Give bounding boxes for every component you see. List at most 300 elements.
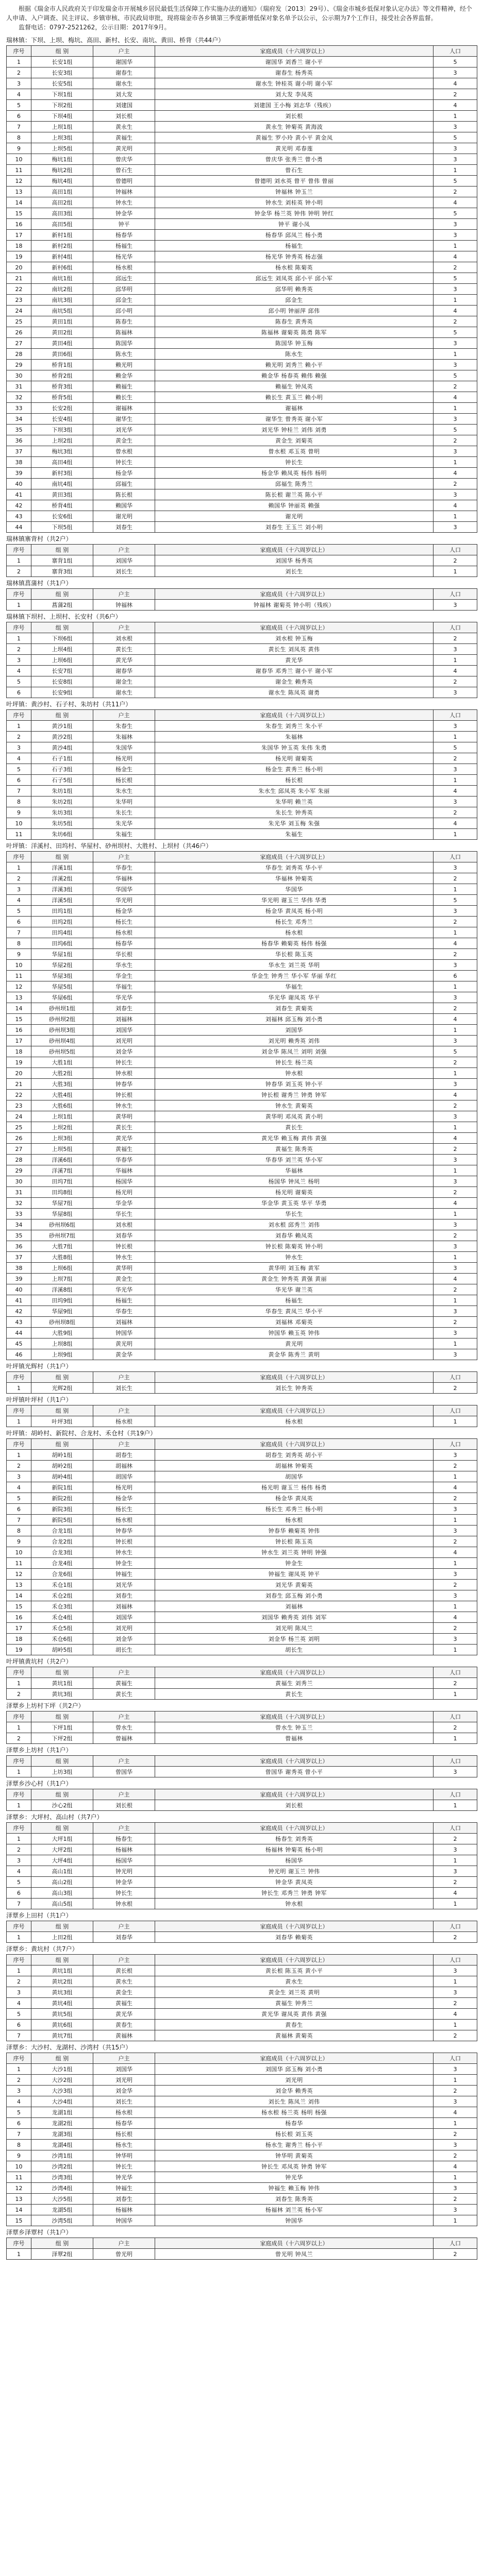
cell-group: 洋溪2组 — [31, 873, 93, 884]
cell-count: 3 — [434, 1569, 477, 1580]
cell-group: 砂州坝2组 — [31, 1014, 93, 1025]
cell-no: 6 — [7, 917, 31, 927]
header-group: 组 别 — [31, 2053, 93, 2064]
table-row — [7, 960, 477, 971]
table-row — [7, 262, 477, 273]
cell-count: 3 — [434, 906, 477, 917]
cell-group: 长安5组 — [31, 78, 93, 89]
cell-group: 龙湖5组 — [31, 2205, 93, 2215]
cell-household-head: 黄长根 — [93, 1965, 155, 1976]
recipient-table — [6, 1822, 477, 1909]
cell-household-head: 钟长生 — [93, 1888, 155, 1899]
cell-group: 下坝3组 — [31, 425, 93, 435]
table-row — [7, 2086, 477, 2096]
cell-count: 3 — [434, 284, 477, 295]
cell-count: 2 — [434, 1383, 477, 1394]
cell-household-head: 陈国华 — [93, 338, 155, 349]
cell-group: 田坞9组 — [31, 1295, 93, 1306]
cell-members: 杨水生 谢秀兰 杨小平 — [155, 2140, 434, 2150]
cell-group: 禾仓3组 — [31, 1601, 93, 1612]
cell-members: 陈春生 黄秀英 — [155, 316, 434, 327]
cell-count: 3 — [434, 1987, 477, 1998]
header-members: 家庭成员（十六周岁以上） — [155, 1405, 434, 1416]
cell-count: 1 — [434, 566, 477, 577]
cell-members: 黄光华 谢凤英 黄伟 黄强 — [155, 2009, 434, 2020]
cell-no: 7 — [7, 786, 31, 796]
cell-group: 合龙6组 — [31, 1569, 93, 1580]
cell-household-head: 黄金生 — [93, 1274, 155, 1284]
cell-members: 谢水生 陈凤英 谢勇 — [155, 687, 434, 698]
header-count: 人口 — [434, 1921, 477, 1932]
cell-no: 1 — [7, 1965, 31, 1976]
cell-count: 4 — [434, 468, 477, 479]
cell-household-head: 刘春生 — [93, 522, 155, 533]
cell-members: 华福林 — [155, 1165, 434, 1176]
section-title: 泽覃乡：黄坑村（共7户） — [6, 1945, 78, 1953]
header-household-head: 户主 — [93, 589, 155, 600]
cell-group: 砂州坝5组 — [31, 1046, 93, 1057]
cell-household-head: 刘长根 — [93, 111, 155, 122]
cell-count: 3 — [434, 1306, 477, 1317]
cell-group: 长安3组 — [31, 67, 93, 78]
cell-count: 1 — [434, 775, 477, 786]
cell-count: 4 — [434, 1612, 477, 1623]
cell-members: 华春生 黄凤兰 华小平 — [155, 1306, 434, 1317]
cell-members: 曾水生 钟玉兰 — [155, 1722, 434, 1733]
table-row — [7, 732, 477, 742]
cell-group: 大胜2组 — [31, 1068, 93, 1079]
cell-household-head: 黄福生 — [93, 1678, 155, 1689]
cell-household-head: 钟华明 — [93, 2150, 155, 2161]
cell-no: 25 — [7, 1122, 31, 1133]
cell-household-head: 钟平 — [93, 219, 155, 230]
cell-no: 6 — [7, 2118, 31, 2129]
cell-no: 33 — [7, 1209, 31, 1219]
cell-household-head: 黄光华 — [93, 2009, 155, 2020]
header-household-head: 户主 — [93, 852, 155, 862]
cell-no: 11 — [7, 165, 31, 176]
header-no: 序号 — [7, 1405, 31, 1416]
cell-members: 杨光明 谢玉兰 杨伟 杨勇 — [155, 1482, 434, 1493]
cell-group: 石子3组 — [31, 764, 93, 775]
cell-no: 2 — [7, 1733, 31, 1744]
cell-no: 17 — [7, 1623, 31, 1634]
section-title: 叶坪镇黄坑村（共2户） — [6, 1658, 72, 1665]
cell-group: 大胜8组 — [31, 1252, 93, 1263]
cell-no: 9 — [7, 2150, 31, 2161]
cell-group: 田坞4组 — [31, 927, 93, 938]
cell-group: 梅坑1组 — [31, 154, 93, 165]
cell-no: 6 — [7, 1888, 31, 1899]
cell-household-head: 刘春华 — [93, 1932, 155, 1943]
cell-household-head: 赖金华 — [93, 370, 155, 381]
header-household-head: 户主 — [93, 1823, 155, 1834]
cell-household-head: 华长根 — [93, 949, 155, 960]
cell-group: 上坝2组 — [31, 1122, 93, 1133]
cell-no: 1 — [7, 1678, 31, 1689]
header-group: 组 别 — [31, 1789, 93, 1800]
cell-household-head: 陈水生 — [93, 349, 155, 360]
cell-members: 黄永生 钟菊英 黄海波 — [155, 122, 434, 132]
cell-household-head: 钟长根 — [93, 1090, 155, 1100]
cell-count: 1 — [434, 295, 477, 306]
cell-no: 13 — [7, 187, 31, 197]
cell-no: 14 — [7, 1590, 31, 1601]
cell-no: 2 — [7, 67, 31, 78]
cell-household-head: 赖福生 — [93, 381, 155, 392]
cell-count: 1 — [434, 981, 477, 992]
cell-members: 杨福林 刘兰英 杨小军 — [155, 2205, 434, 2215]
cell-members: 刘光明 陈凤兰 — [155, 1623, 434, 1634]
cell-group: 黄田4组 — [31, 338, 93, 349]
header-no: 序号 — [7, 2053, 31, 2064]
cell-members: 朱水生 邱凤英 朱小军 朱丽 — [155, 786, 434, 796]
cell-count: 3 — [434, 143, 477, 154]
cell-group: 大胜3组 — [31, 1079, 93, 1090]
cell-count: 4 — [434, 1274, 477, 1284]
header-members: 家庭成员（十六周岁以上） — [155, 1372, 434, 1383]
table-row — [7, 566, 477, 577]
intro-paragraph-1: 根据《瑞金市人民政府关于印发瑞金市开展城乡居民最低生活保障工作实施办法的通知》（瑞府发〔2013〕29号）、《瑞金市城乡低保对象认定办法》等文件精神，经个人申请、入户调查、民主评议、乡镇审核、市民政局审批，现将瑞金市各乡镇第三季度新增低保对象名单予以公示，公示期为7个工作日，接受社会各界监督。 — [6, 5, 472, 22]
header-group: 组 别 — [31, 1667, 93, 1678]
cell-count: 3 — [434, 1176, 477, 1187]
cell-no: 35 — [7, 425, 31, 435]
table-row — [7, 2075, 477, 2086]
table-row — [7, 1888, 477, 1899]
cell-count: 4 — [434, 818, 477, 829]
village-section — [6, 2226, 477, 2260]
cell-members: 华福生 — [155, 981, 434, 992]
village-section — [6, 34, 477, 533]
cell-no: 29 — [7, 1165, 31, 1176]
cell-no: 38 — [7, 1263, 31, 1274]
cell-members: 杨福林 钟菊英 杨小明 — [155, 1844, 434, 1855]
header-members: 家庭成员（十六周岁以上） — [155, 1789, 434, 1800]
cell-members: 刘光明 — [155, 2075, 434, 2086]
header-count: 人口 — [434, 2238, 477, 2249]
cell-count: 2 — [434, 1284, 477, 1295]
header-no: 序号 — [7, 2238, 31, 2249]
cell-members: 黄金生 钟秀英 黄强 黄丽 — [155, 1274, 434, 1284]
cell-members: 杨长生 邓秀兰 杨小明 — [155, 1504, 434, 1515]
table-header-row — [7, 710, 477, 721]
cell-household-head: 杨国华 — [93, 1176, 155, 1187]
cell-no: 5 — [7, 2009, 31, 2020]
cell-household-head: 胡春生 — [93, 1450, 155, 1461]
cell-no: 14 — [7, 1003, 31, 1014]
cell-group: 寨背3组 — [31, 566, 93, 577]
table-row — [7, 1461, 477, 1471]
cell-household-head: 刘福林 — [93, 1014, 155, 1025]
header-household-head: 户主 — [93, 545, 155, 555]
cell-no: 1 — [7, 1834, 31, 1844]
cell-household-head: 华福林 — [93, 1165, 155, 1176]
cell-household-head: 杨福生 — [93, 1295, 155, 1306]
cell-household-head: 曾福林 — [93, 1733, 155, 1744]
cell-household-head: 谢国华 — [93, 57, 155, 67]
cell-household-head: 钟金生 — [93, 1558, 155, 1569]
cell-members: 黄长生 — [155, 1689, 434, 1700]
cell-household-head: 谢华生 — [93, 414, 155, 425]
cell-household-head: 钟长根 — [93, 1536, 155, 1547]
table-row — [7, 67, 477, 78]
table-row — [7, 1767, 477, 1777]
cell-no: 8 — [7, 796, 31, 807]
cell-no: 15 — [7, 208, 31, 219]
cell-household-head: 朱国华 — [93, 742, 155, 753]
cell-no: 3 — [7, 78, 31, 89]
table-row — [7, 2009, 477, 2020]
table-row — [7, 500, 477, 511]
cell-group: 光辉2组 — [31, 1383, 93, 1394]
cell-members: 钟长生 邓凤英 钟勇 钟军 — [155, 2161, 434, 2172]
cell-group: 华屋6组 — [31, 992, 93, 1003]
cell-group: 胡岭4组 — [31, 1471, 93, 1482]
cell-group: 下坪1组 — [31, 1722, 93, 1733]
table-row — [7, 2172, 477, 2183]
table-row — [7, 2194, 477, 2205]
cell-members: 杨春华 — [155, 2118, 434, 2129]
cell-members: 邱金生 — [155, 295, 434, 306]
cell-household-head: 华水生 — [93, 960, 155, 971]
header-count: 人口 — [434, 1756, 477, 1767]
cell-members: 朱长生 钟秀英 — [155, 807, 434, 818]
table-row — [7, 1547, 477, 1558]
table-row — [7, 208, 477, 219]
table-row — [7, 775, 477, 786]
section-title: 叶坪镇：洋溪村、田坞村、华屋村、砂州坝村、大胜村、上坝村（共46户） — [6, 842, 212, 850]
cell-count: 3 — [434, 644, 477, 655]
cell-household-head: 刘光明 — [93, 2075, 155, 2086]
cell-members: 杨水根 — [155, 927, 434, 938]
cell-no: 30 — [7, 370, 31, 381]
cell-members: 刘建国 王小梅 刘志华（残疾） — [155, 100, 434, 111]
header-count: 人口 — [434, 1667, 477, 1678]
cell-group: 大沙1组 — [31, 2064, 93, 2075]
cell-count: 3 — [434, 687, 477, 698]
table-row — [7, 764, 477, 775]
cell-count: 1 — [434, 1515, 477, 1526]
cell-no: 15 — [7, 2215, 31, 2226]
header-members: 家庭成员（十六周岁以上） — [155, 710, 434, 721]
cell-group: 华屋5组 — [31, 981, 93, 992]
cell-no: 44 — [7, 522, 31, 533]
table-row — [7, 1014, 477, 1025]
table-row — [7, 742, 477, 753]
cell-count: 2 — [434, 2194, 477, 2205]
cell-count: 5 — [434, 57, 477, 67]
cell-count: 3 — [434, 796, 477, 807]
cell-household-head: 杨水根 — [93, 262, 155, 273]
cell-members: 黄华明 邓凤英 黄小明 — [155, 1111, 434, 1122]
cell-no: 39 — [7, 468, 31, 479]
header-group: 组 别 — [31, 1921, 93, 1932]
cell-group: 上坝1组 — [31, 122, 93, 132]
table-row — [7, 57, 477, 67]
cell-members: 钟华明 黄菊英 — [155, 2150, 434, 2161]
cell-group: 田坞8组 — [31, 1187, 93, 1198]
table-row — [7, 949, 477, 960]
cell-members: 黄长生 — [155, 1122, 434, 1133]
table-row — [7, 1645, 477, 1655]
cell-no: 3 — [7, 1471, 31, 1482]
cell-count: 2 — [434, 1678, 477, 1689]
cell-group: 上坝6组 — [31, 655, 93, 666]
recipient-table — [6, 1438, 477, 1655]
cell-group: 砂州坝3组 — [31, 1025, 93, 1036]
cell-group: 上坝1组 — [31, 1111, 93, 1122]
cell-household-head: 华光华 — [93, 1284, 155, 1295]
cell-no: 1 — [7, 1932, 31, 1943]
cell-no: 34 — [7, 1219, 31, 1230]
cell-members: 陈长根 谢兰英 陈小平 — [155, 489, 434, 500]
table-row — [7, 796, 477, 807]
cell-household-head: 黄福林 — [93, 2030, 155, 2041]
cell-household-head: 曾石生 — [93, 165, 155, 176]
village-section — [6, 1744, 477, 1777]
cell-no: 23 — [7, 295, 31, 306]
table-row — [7, 655, 477, 666]
cell-count: 4 — [434, 306, 477, 316]
village-section — [6, 1360, 477, 1394]
cell-household-head: 黄华明 — [93, 1111, 155, 1122]
cell-no: 3 — [7, 884, 31, 895]
table-row — [7, 1349, 477, 1360]
cell-household-head: 谢春生 — [93, 67, 155, 78]
header-count: 人口 — [434, 1789, 477, 1800]
cell-members: 邱福生 陈秀兰 — [155, 479, 434, 489]
cell-count: 4 — [434, 666, 477, 676]
table-row — [7, 381, 477, 392]
cell-count: 4 — [434, 1888, 477, 1899]
table-header-row — [7, 1405, 477, 1416]
cell-group: 大沙2组 — [31, 2075, 93, 2086]
cell-no: 1 — [7, 1416, 31, 1427]
cell-household-head: 杨福生 — [93, 241, 155, 251]
table-row — [7, 1155, 477, 1165]
cell-count: 1 — [434, 1800, 477, 1811]
cell-count: 3 — [434, 2096, 477, 2107]
intro-text — [6, 4, 477, 32]
table-row — [7, 1998, 477, 2009]
cell-count: 3 — [434, 1349, 477, 1360]
header-members: 家庭成员（十六周岁以上） — [155, 622, 434, 633]
cell-no: 20 — [7, 262, 31, 273]
cell-group: 大沙3组 — [31, 2086, 93, 2096]
cell-household-head: 刘光华 — [93, 425, 155, 435]
cell-household-head: 曾国华 — [93, 1767, 155, 1777]
cell-count: 4 — [434, 78, 477, 89]
cell-count: 1 — [434, 1209, 477, 1219]
table-row — [7, 435, 477, 446]
table-row — [7, 1601, 477, 1612]
header-count: 人口 — [434, 1711, 477, 1722]
cell-count: 3 — [434, 414, 477, 425]
cell-group: 下坝2组 — [31, 100, 93, 111]
cell-members: 刘长根 — [155, 1800, 434, 1811]
cell-household-head: 谢水生 — [93, 78, 155, 89]
cell-count: 1 — [434, 1122, 477, 1133]
cell-members: 陈水生 — [155, 349, 434, 360]
cell-household-head: 钟水生 — [93, 1252, 155, 1263]
cell-no: 2 — [7, 1844, 31, 1855]
cell-no: 5 — [7, 764, 31, 775]
cell-group: 华屋7组 — [31, 1198, 93, 1209]
cell-count: 5 — [434, 1046, 477, 1057]
cell-no: 8 — [7, 2140, 31, 2150]
cell-members: 赖国华 钟丽英 赖强 — [155, 500, 434, 511]
cell-group: 洋溪3组 — [31, 884, 93, 895]
cell-group: 桥背1组 — [31, 360, 93, 370]
cell-household-head: 钟长生 — [93, 2161, 155, 2172]
cell-household-head: 刘建国 — [93, 100, 155, 111]
cell-household-head: 曾水根 — [93, 446, 155, 457]
cell-count: 3 — [434, 721, 477, 732]
cell-household-head: 黄金华 — [93, 1349, 155, 1360]
cell-count: 2 — [434, 676, 477, 687]
cell-count: 3 — [434, 154, 477, 165]
cell-count: 5 — [434, 327, 477, 338]
cell-no: 5 — [7, 1877, 31, 1888]
table-row — [7, 786, 477, 796]
header-household-head: 户主 — [93, 1667, 155, 1678]
cell-members: 刘光明 赖秀英 刘伟 — [155, 1036, 434, 1046]
cell-group: 洋溪6组 — [31, 1155, 93, 1165]
header-no: 序号 — [7, 1789, 31, 1800]
table-row — [7, 2205, 477, 2215]
table-row — [7, 1144, 477, 1155]
cell-no: 8 — [7, 938, 31, 949]
cell-no: 3 — [7, 1987, 31, 1998]
cell-group: 大坪1组 — [31, 1834, 93, 1844]
cell-household-head: 华春生 — [93, 1306, 155, 1317]
cell-household-head: 杨水生 — [93, 2140, 155, 2150]
cell-household-head: 黄金生 — [93, 435, 155, 446]
cell-members: 胡春生 刘秀英 胡小平 — [155, 1450, 434, 1461]
header-household-head: 户主 — [93, 2053, 155, 2064]
cell-count: 5 — [434, 176, 477, 187]
cell-no: 1 — [7, 1383, 31, 1394]
cell-members: 胡长生 — [155, 1645, 434, 1655]
cell-members: 朱福生 — [155, 829, 434, 840]
cell-count: 2 — [434, 1057, 477, 1068]
section-title: 泽覃乡上坊村（共1户） — [6, 1747, 72, 1754]
table-row — [7, 1634, 477, 1645]
table-row — [7, 1241, 477, 1252]
table-row — [7, 927, 477, 938]
cell-household-head: 黄福生 — [93, 1144, 155, 1155]
cell-group: 黄田1组 — [31, 316, 93, 327]
cell-household-head: 刘春生 — [93, 2194, 155, 2205]
header-group: 组 别 — [31, 589, 93, 600]
cell-count: 1 — [434, 2118, 477, 2129]
header-members: 家庭成员（十六周岁以上） — [155, 2053, 434, 2064]
header-household-head: 户主 — [93, 1955, 155, 1965]
table-row — [7, 666, 477, 676]
cell-count: 1 — [434, 1471, 477, 1482]
table-header-row — [7, 1955, 477, 1965]
cell-members: 谢春生 杨秀英 — [155, 67, 434, 78]
cell-no: 14 — [7, 2205, 31, 2215]
recipient-table — [6, 588, 477, 611]
cell-members: 杨长根 — [155, 775, 434, 786]
cell-group: 华屋9组 — [31, 1306, 93, 1317]
cell-no: 40 — [7, 479, 31, 489]
cell-group: 大胜7组 — [31, 1241, 93, 1252]
table-row — [7, 2020, 477, 2030]
cell-group: 华屋8组 — [31, 1209, 93, 1219]
section-title: 瑞林镇寨背村（共2户） — [6, 535, 72, 543]
